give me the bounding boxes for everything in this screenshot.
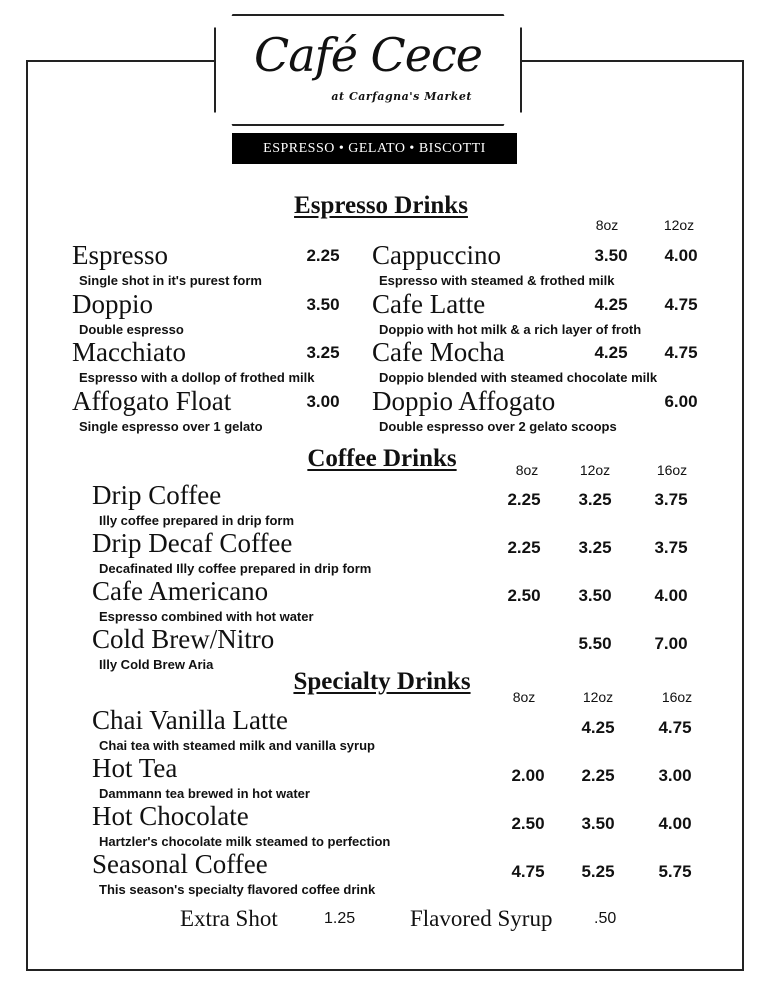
menu-item-price: 2.25 — [581, 766, 615, 785]
menu-item-price: 5.50 — [578, 634, 612, 653]
menu-item-desc: Espresso combined with hot water — [99, 609, 314, 624]
menu-item-desc: Doppio with hot milk & a rich layer of froth — [379, 321, 642, 337]
menu-item-desc: Single shot in it's purest form — [79, 273, 262, 288]
cafe-name: Café Cece — [254, 28, 482, 82]
menu-item-price: 3.25 — [306, 343, 340, 362]
menu-item-price: 4.25 — [594, 294, 628, 314]
menu-item-price: 3.25 — [578, 490, 612, 509]
menu-item-name: Seasonal Coffee — [92, 849, 268, 879]
menu-item-price: 3.00 — [306, 391, 340, 411]
menu-item-price: 3.25 — [578, 538, 612, 557]
menu-item-price: 4.75 — [658, 718, 692, 737]
menu-item-name: Drip Decaf Coffee — [92, 528, 293, 558]
menu-item-desc: Dammann tea brewed in hot water — [99, 786, 310, 801]
menu-item-desc: Double espresso over 2 gelato scoops — [379, 418, 617, 434]
flavored-syrup-price: .50 — [594, 910, 617, 927]
menu-item-price: 7.00 — [654, 634, 688, 653]
size-label: 8oz — [595, 217, 619, 233]
menu-item-desc: Chai tea with steamed milk and vanilla syrup — [99, 738, 375, 753]
logo — [218, 18, 518, 122]
menu-item-name: Chai Vanilla Latte — [92, 705, 288, 735]
menu-item-name: Espresso — [72, 240, 168, 270]
menu-item-price: 3.50 — [578, 586, 612, 605]
menu-item-desc: Illy coffee prepared in drip form — [99, 513, 295, 528]
menu-item-price: 4.00 — [658, 814, 692, 833]
menu-item-desc: Espresso with a dollop of frothed milk — [79, 370, 315, 385]
size-label: 12oz — [582, 689, 614, 705]
menu-item-name: Drip Coffee — [92, 480, 222, 510]
menu-item-name: Cappuccino — [372, 240, 501, 270]
menu-item-desc: Illy Cold Brew Aria — [99, 657, 214, 672]
menu-item-desc: Hartzler's chocolate milk steamed to perfection — [99, 834, 391, 849]
menu-item-name: Doppio Affogato — [372, 385, 556, 416]
tagline-bar — [232, 133, 517, 164]
menu-item-price: 3.75 — [654, 490, 688, 509]
menu-item-price: 2.50 — [511, 814, 545, 833]
menu-item-name: Cafe Americano — [92, 576, 269, 606]
menu-item-name: Affogato Float — [72, 385, 232, 416]
size-label: 16oz — [656, 462, 688, 478]
tagline: ESPRESSO • GELATO • BISCOTTI — [263, 140, 486, 156]
menu-item-desc: This season's specialty flavored coffee drink — [99, 882, 376, 897]
menu-item-name: Hot Tea — [92, 753, 178, 783]
size-label: 8oz — [512, 689, 536, 705]
coffee-heading: Coffee Drinks — [307, 445, 457, 472]
flavored-syrup-label: Flavored Syrup — [410, 906, 553, 931]
size-label: 16oz — [661, 689, 693, 705]
menu-item-price: 3.50 — [594, 246, 628, 265]
menu-item-price: 4.00 — [664, 246, 698, 265]
menu-item-name: Doppio — [72, 288, 153, 319]
extra-shot-label: Extra Shot — [180, 906, 278, 931]
menu-item-price: 4.75 — [664, 343, 698, 362]
cafe-subtitle: at Carfagna's Market — [331, 90, 472, 103]
menu-item-name: Cafe Mocha — [372, 337, 505, 367]
size-label: 12oz — [663, 217, 695, 233]
menu-item-price: 5.25 — [581, 862, 615, 881]
menu-item-name: Cafe Latte — [372, 288, 486, 319]
menu-item-price: 2.25 — [306, 246, 340, 265]
menu-item-desc: Single espresso over 1 gelato — [79, 418, 263, 434]
menu-item-price: 2.25 — [507, 490, 541, 509]
menu-item-price: 6.00 — [664, 391, 698, 411]
menu-item-name: Hot Chocolate — [92, 801, 249, 831]
espresso-heading: Espresso Drinks — [294, 192, 468, 219]
menu-item-price: 2.25 — [507, 538, 541, 557]
menu-item-price: 5.75 — [658, 862, 692, 881]
menu-item-price: 4.75 — [511, 862, 545, 881]
menu-item-name: Cold Brew/Nitro — [92, 624, 275, 654]
specialty-heading: Specialty Drinks — [293, 668, 471, 695]
menu-item-desc: Decafinated Illy coffee prepared in drip form — [99, 561, 372, 576]
menu-item-desc: Double espresso — [79, 321, 184, 337]
menu-item-price: 4.75 — [664, 294, 698, 314]
menu-item-price: 4.25 — [581, 718, 615, 737]
menu-item-price: 3.50 — [306, 294, 340, 314]
menu-item-price: 3.75 — [654, 538, 688, 557]
extra-shot-price: 1.25 — [324, 910, 356, 927]
menu-item-price: 3.00 — [658, 766, 692, 785]
menu-item-price: 2.00 — [511, 766, 545, 785]
menu-item-price: 4.25 — [594, 343, 628, 362]
size-label: 8oz — [515, 462, 539, 478]
menu-item-desc: Espresso with steamed & frothed milk — [379, 273, 615, 288]
menu-item-name: Macchiato — [72, 337, 186, 367]
size-label: 12oz — [579, 462, 611, 478]
menu-item-price: 2.50 — [507, 586, 541, 605]
menu-item-price: 4.00 — [654, 586, 688, 605]
menu-item-desc: Doppio blended with steamed chocolate milk — [379, 370, 658, 385]
menu-item-price: 3.50 — [581, 814, 615, 833]
